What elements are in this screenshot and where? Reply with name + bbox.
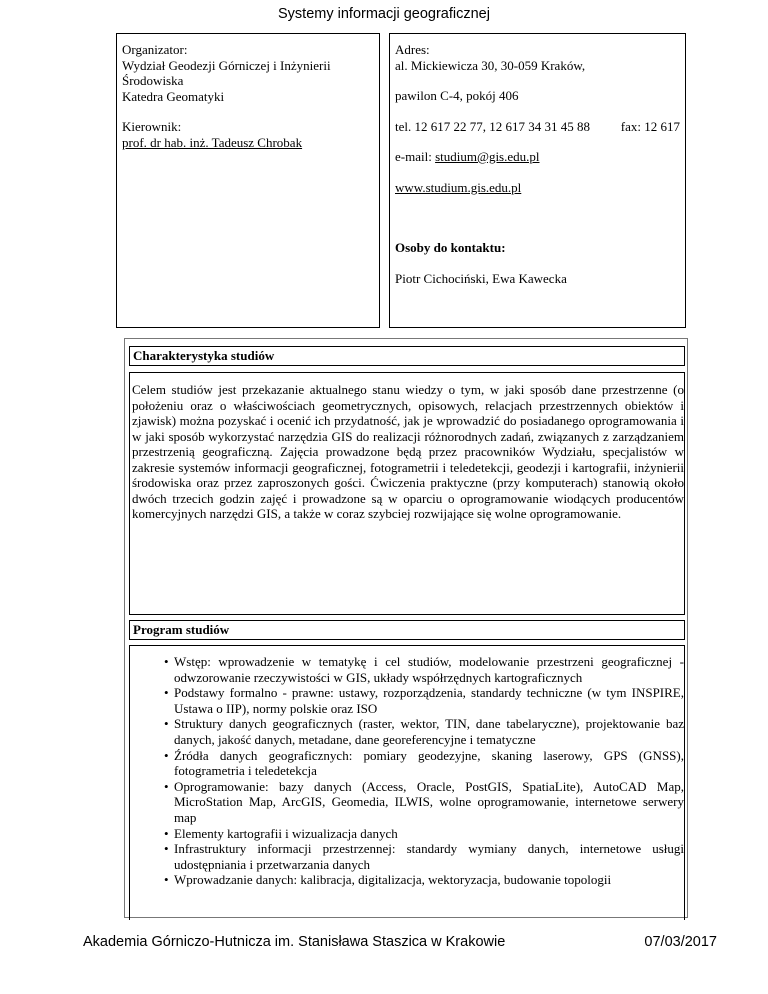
phone-numbers: tel. 12 617 22 77, 12 617 34 31 45 88 bbox=[395, 118, 590, 134]
list-item: • Podstawy formalno - prawne: ustawy, rozporządzenia, standardy techniczne (w tym INSPIRE, Ustawa o IIP), normy polskie oraz ISO bbox=[164, 685, 684, 716]
organizer-box bbox=[116, 33, 380, 328]
faculty-name-line1: Wydział Geodezji Górniczej i Inżynierii bbox=[122, 57, 331, 73]
characteristics-section bbox=[129, 372, 685, 615]
program-list bbox=[164, 654, 684, 888]
room-info: pawilon C-4, pokój 406 bbox=[395, 88, 519, 103]
list-item: • Wprowadzanie danych: kalibracja, digitalizacja, wektoryzacja, budowanie topologii bbox=[164, 872, 612, 888]
email-label: e-mail: bbox=[395, 149, 436, 164]
faculty-name-line2: Środowiska bbox=[122, 73, 184, 88]
bullet-icon: • bbox=[164, 778, 169, 794]
bullet-icon: • bbox=[164, 654, 169, 669]
program-heading: Program studiów bbox=[129, 620, 685, 640]
department-name: Katedra Geomatyki bbox=[122, 88, 225, 104]
list-item: • Oprogramowanie: bazy danych (Access, Oracle, PostGIS, SpatiaLite), AutoCAD Map, MicroStation Map, ArcGIS, Geomedia, ILWIS, wolne oprogramowanie, internetowe serwery map bbox=[164, 778, 684, 825]
list-item: • Wstęp: wprowadzenie w tematykę i cel studiów, modelowanie przestrzeni geograficznej - odwzorowanie rzeczywistości w GIS, układy współrzędnych kartograficznych bbox=[164, 654, 684, 685]
list-item: • Infrastruktury informacji przestrzennej: standardy wymiany danych, internetowe usługi udostępniania i przetwarzania danych bbox=[164, 841, 684, 872]
website-link[interactable]: www.studium.gis.edu.pl bbox=[395, 179, 522, 195]
bullet-icon: • bbox=[164, 747, 169, 763]
footer-date: 07/03/2017 bbox=[644, 934, 717, 950]
bullet-icon: • bbox=[164, 685, 169, 701]
bullet-icon: • bbox=[164, 841, 169, 857]
bullet-icon: • bbox=[164, 825, 169, 841]
address-line: al. Mickiewicza 30, 30-059 Kraków, bbox=[395, 57, 586, 73]
bullet-icon: • bbox=[164, 872, 169, 888]
organizer-label: Organizator: bbox=[122, 42, 188, 57]
list-item: • Elementy kartografii i wizualizacja danych bbox=[164, 825, 398, 841]
contact-info bbox=[395, 42, 680, 286]
email-link[interactable]: studium@gis.edu.pl bbox=[435, 149, 540, 164]
contact-persons-label: Osoby do kontaktu: bbox=[395, 240, 506, 255]
list-item: • Struktury danych geograficznych (raster, wektor, TIN, dane tabelaryczne), projektowanie baz danych, jakość danych, metadane, dane georeferencyjne i tematyczne bbox=[164, 716, 684, 747]
head-label: Kierownik: bbox=[122, 119, 182, 134]
head-name-link[interactable]: prof. dr hab. inż. Tadeusz Chrobak bbox=[122, 134, 303, 150]
phone-row bbox=[395, 119, 680, 135]
contact-box bbox=[389, 33, 686, 328]
address-label: Adres: bbox=[395, 42, 430, 57]
page-title: Systemy informacji geograficznej bbox=[278, 6, 490, 22]
characteristics-heading: Charakterystyka studiów bbox=[129, 346, 685, 366]
bullet-icon: • bbox=[164, 716, 169, 732]
footer-institution: Akademia Górniczo-Hutnicza im. Stanisława Staszica w Krakowie bbox=[83, 934, 506, 950]
organizer-info bbox=[122, 42, 372, 150]
contact-persons: Piotr Cichociński, Ewa Kawecka bbox=[395, 270, 567, 286]
email-row bbox=[395, 149, 680, 165]
program-section bbox=[129, 645, 685, 920]
list-item: • Źródła danych geograficznych: pomiary geodezyjne, skaning laserowy, GPS (GNSS), fotogrametria i teledetekcja bbox=[164, 747, 684, 779]
fax-number: fax: 12 617 bbox=[620, 118, 680, 134]
characteristics-text: Celem studiów jest przekazanie aktualnego stanu wiedzy o tym, w jaki sposób dane przestrzenne (o położeniu oraz o właściwościach geometrycznych, opisowych, relacjach przestrzennych obiektów i zjawisk) można pozyskać i ocenić ich przydatność, jak je wprowadzić do posiadanego oprogramowania i w jaki sposób wykorzystać narzędzia GIS do realizacji różnorodnych zadań, związanych z zarządzaniem przestrzenią geograficzną. Zajęcia prowadzone będą przez pracowników Wydziału, specjalistów w zakresie systemów informacji geograficznej, fotogrametrii i teledetekcji, geodezji i kartografii, inżynierii środowiska oraz przez zaproszonych gości. Ćwiczenia praktyczne (przy komputerach) stanowią około dwóch trzecich godzin zajęć i prowadzone są w oparciu o oprogramowanie wiodących producentów komercyjnych narzędzi GIS, a także w coraz szybciej rozwijające się wolne oprogramowanie. bbox=[132, 382, 684, 521]
